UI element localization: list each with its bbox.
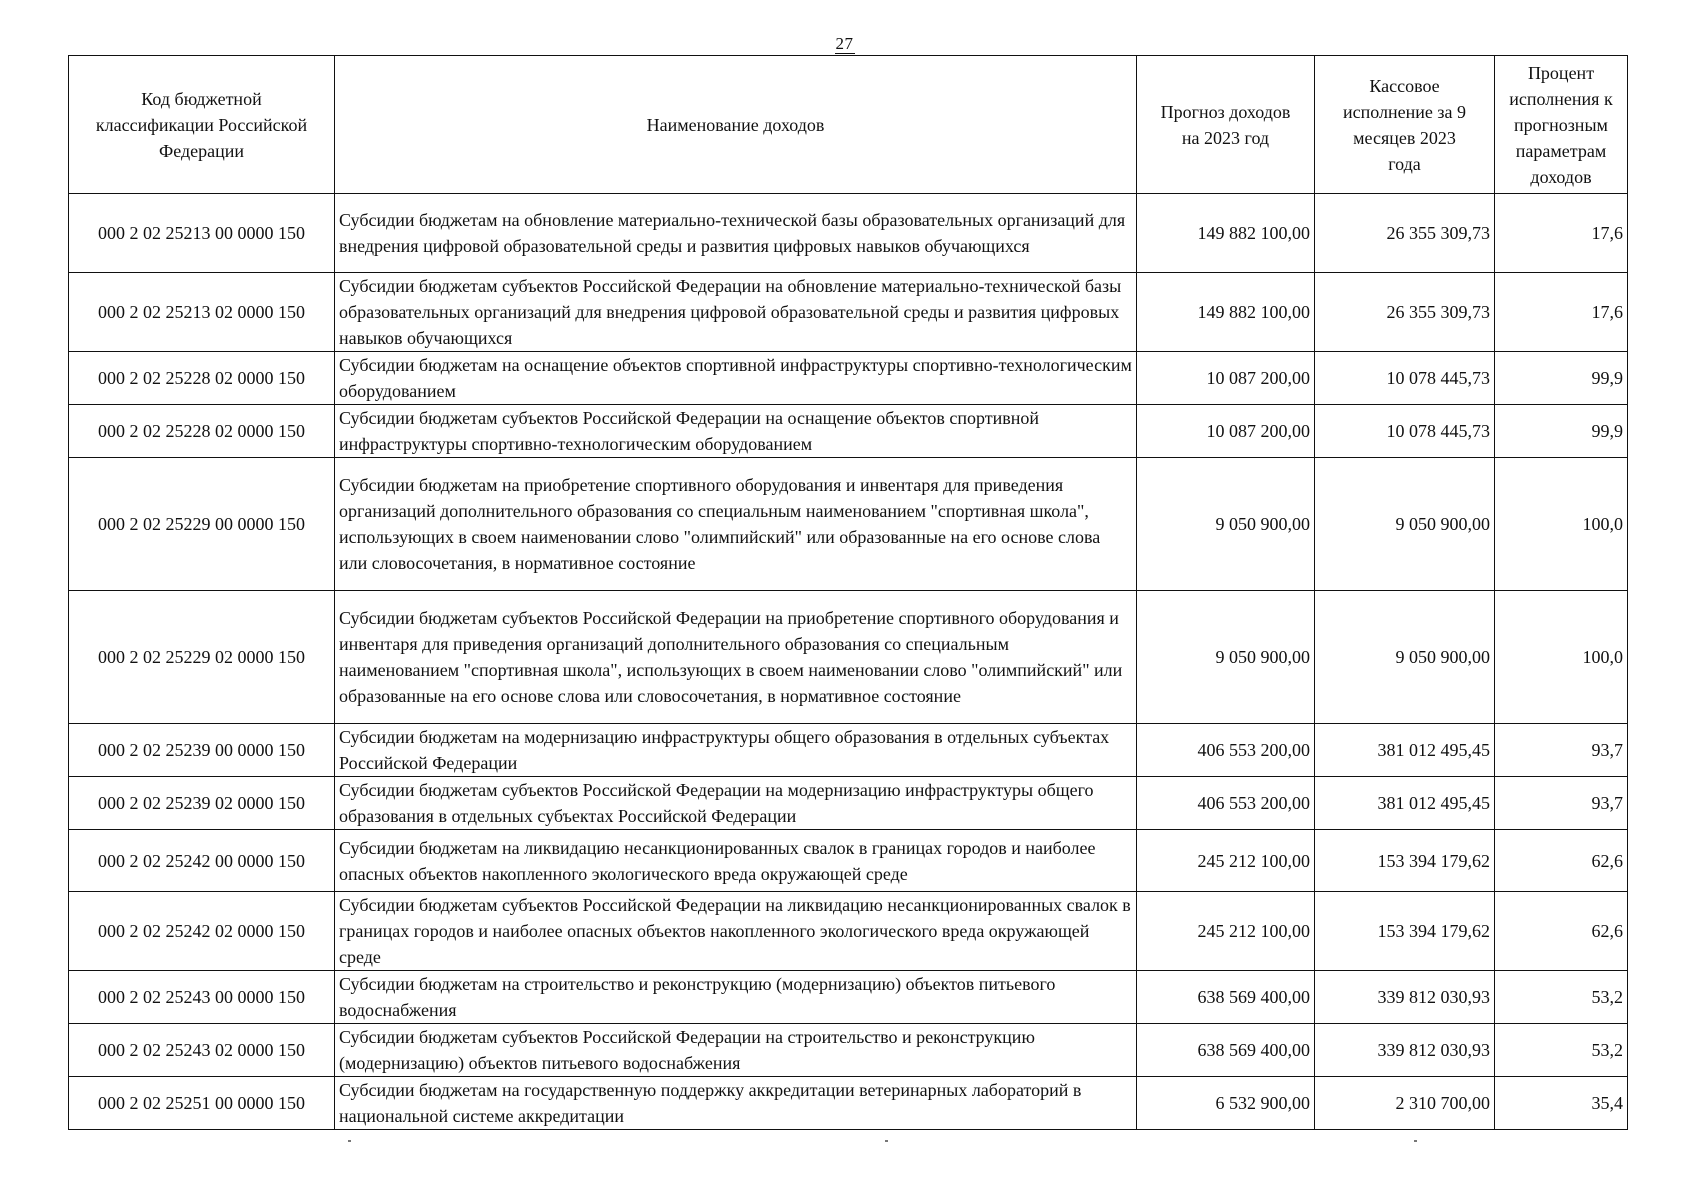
table-row bbox=[69, 971, 1628, 1024]
cash-cell: 9 050 900,00 bbox=[1315, 591, 1495, 724]
code-cell: 000 2 02 25229 00 0000 150 bbox=[69, 458, 335, 591]
cash-cell: 153 394 179,62 bbox=[1315, 830, 1495, 892]
name-cell: Субсидии бюджетам на модернизацию инфраструктуры общего образования в отдельных субъектах Российской Федерации bbox=[335, 724, 1137, 777]
table-row bbox=[69, 724, 1628, 777]
name-cell: Субсидии бюджетам на строительство и реконструкцию (модернизацию) объектов питьевого водоснабжения bbox=[335, 971, 1137, 1024]
cash-cell: 9 050 900,00 bbox=[1315, 458, 1495, 591]
scan-speck bbox=[885, 1140, 888, 1142]
name-cell: Субсидии бюджетам субъектов Российской Федерации на строительство и реконструкцию (модернизацию) объектов питьевого водоснабжения bbox=[335, 1024, 1137, 1077]
forecast-cell: 10 087 200,00 bbox=[1137, 352, 1315, 405]
header-name: Наименование доходов bbox=[335, 56, 1137, 194]
table-row bbox=[69, 352, 1628, 405]
page-number-text: 27 bbox=[835, 34, 854, 53]
forecast-cell: 149 882 100,00 bbox=[1137, 194, 1315, 273]
name-cell: Субсидии бюджетам субъектов Российской Федерации на оснащение объектов спортивной инфраструктуры спортивно-технологическим оборудованием bbox=[335, 405, 1137, 458]
forecast-cell: 638 569 400,00 bbox=[1137, 971, 1315, 1024]
forecast-cell: 9 050 900,00 bbox=[1137, 591, 1315, 724]
name-cell: Субсидии бюджетам на ликвидацию несанкционированных свалок в границах городов и наиболее опасных объектов накопленного экологического вреда окружающей среде bbox=[335, 830, 1137, 892]
forecast-cell: 245 212 100,00 bbox=[1137, 892, 1315, 971]
name-cell: Субсидии бюджетам на обновление материально-технической базы образовательных организаций для внедрения цифровой образовательной среды и развития цифровых навыков обучающихся bbox=[335, 194, 1137, 273]
cash-cell: 381 012 495,45 bbox=[1315, 777, 1495, 830]
code-cell: 000 2 02 25251 00 0000 150 bbox=[69, 1077, 335, 1130]
table-row bbox=[69, 591, 1628, 724]
forecast-cell: 638 569 400,00 bbox=[1137, 1024, 1315, 1077]
cash-cell: 26 355 309,73 bbox=[1315, 194, 1495, 273]
name-cell: Субсидии бюджетам на государственную поддержку аккредитации ветеринарных лабораторий в национальной системе аккредитации bbox=[335, 1077, 1137, 1130]
cash-cell: 381 012 495,45 bbox=[1315, 724, 1495, 777]
table-row bbox=[69, 458, 1628, 591]
forecast-cell: 245 212 100,00 bbox=[1137, 830, 1315, 892]
cash-cell: 2 310 700,00 bbox=[1315, 1077, 1495, 1130]
scan-specks bbox=[0, 1140, 1689, 1144]
name-cell: Субсидии бюджетам на оснащение объектов спортивной инфраструктуры спортивно-технологическим оборудованием bbox=[335, 352, 1137, 405]
forecast-cell: 9 050 900,00 bbox=[1137, 458, 1315, 591]
code-cell: 000 2 02 25213 00 0000 150 bbox=[69, 194, 335, 273]
name-cell: Субсидии бюджетам субъектов Российской Федерации на ликвидацию несанкционированных свалок в границах городов и наиболее опасных объектов накопленного экологического вреда окружающей среде bbox=[335, 892, 1137, 971]
forecast-cell: 10 087 200,00 bbox=[1137, 405, 1315, 458]
percent-cell: 99,9 bbox=[1495, 405, 1628, 458]
scan-speck bbox=[1414, 1140, 1417, 1142]
name-cell: Субсидии бюджетам субъектов Российской Федерации на обновление материально-технической базы образовательных организаций для внедрения цифровой образовательной среды и развития цифровых навыков обучающихся bbox=[335, 273, 1137, 352]
percent-cell: 17,6 bbox=[1495, 273, 1628, 352]
name-cell: Субсидии бюджетам субъектов Российской Федерации на модернизацию инфраструктуры общего образования в отдельных субъектах Российской Федерации bbox=[335, 777, 1137, 830]
code-cell: 000 2 02 25243 00 0000 150 bbox=[69, 971, 335, 1024]
table-row bbox=[69, 892, 1628, 971]
header-code: Код бюджетной классификации Российской Федерации bbox=[69, 56, 335, 194]
percent-cell: 100,0 bbox=[1495, 591, 1628, 724]
percent-cell: 93,7 bbox=[1495, 777, 1628, 830]
cash-cell: 26 355 309,73 bbox=[1315, 273, 1495, 352]
code-cell: 000 2 02 25239 02 0000 150 bbox=[69, 777, 335, 830]
table-header bbox=[69, 56, 1628, 194]
code-cell: 000 2 02 25242 02 0000 150 bbox=[69, 892, 335, 971]
table-row bbox=[69, 405, 1628, 458]
table-row bbox=[69, 777, 1628, 830]
percent-cell: 93,7 bbox=[1495, 724, 1628, 777]
cash-cell: 10 078 445,73 bbox=[1315, 352, 1495, 405]
cash-cell: 339 812 030,93 bbox=[1315, 1024, 1495, 1077]
cash-cell: 153 394 179,62 bbox=[1315, 892, 1495, 971]
cash-cell: 10 078 445,73 bbox=[1315, 405, 1495, 458]
table-row bbox=[69, 273, 1628, 352]
table-body bbox=[69, 194, 1628, 1130]
forecast-cell: 406 553 200,00 bbox=[1137, 724, 1315, 777]
name-cell: Субсидии бюджетам на приобретение спортивного оборудования и инвентаря для приведения организаций дополнительного образования со специальным наименованием "спортивная школа", использующих в своем наименовании слово "олимпийский" или образованные на его основе слова или словосочетания, в нормативное состояние bbox=[335, 458, 1137, 591]
page-number bbox=[0, 34, 1689, 54]
header-cash: Кассовое исполнение за 9 месяцев 2023 года bbox=[1315, 56, 1495, 194]
percent-cell: 100,0 bbox=[1495, 458, 1628, 591]
table-row bbox=[69, 194, 1628, 273]
percent-cell: 62,6 bbox=[1495, 892, 1628, 971]
header-forecast: Прогноз доходов на 2023 год bbox=[1137, 56, 1315, 194]
table-row bbox=[69, 1024, 1628, 1077]
percent-cell: 53,2 bbox=[1495, 1024, 1628, 1077]
table-row bbox=[69, 830, 1628, 892]
code-cell: 000 2 02 25228 02 0000 150 bbox=[69, 352, 335, 405]
income-table bbox=[68, 55, 1628, 1130]
table-row bbox=[69, 1077, 1628, 1130]
code-cell: 000 2 02 25229 02 0000 150 bbox=[69, 591, 335, 724]
cash-cell: 339 812 030,93 bbox=[1315, 971, 1495, 1024]
code-cell: 000 2 02 25228 02 0000 150 bbox=[69, 405, 335, 458]
forecast-cell: 149 882 100,00 bbox=[1137, 273, 1315, 352]
forecast-cell: 406 553 200,00 bbox=[1137, 777, 1315, 830]
header-percent: Процент исполнения к прогнозным параметрам доходов bbox=[1495, 56, 1628, 194]
percent-cell: 17,6 bbox=[1495, 194, 1628, 273]
percent-cell: 35,4 bbox=[1495, 1077, 1628, 1130]
scan-speck bbox=[348, 1140, 351, 1142]
code-cell: 000 2 02 25239 00 0000 150 bbox=[69, 724, 335, 777]
forecast-cell: 6 532 900,00 bbox=[1137, 1077, 1315, 1130]
code-cell: 000 2 02 25242 00 0000 150 bbox=[69, 830, 335, 892]
percent-cell: 53,2 bbox=[1495, 971, 1628, 1024]
code-cell: 000 2 02 25243 02 0000 150 bbox=[69, 1024, 335, 1077]
code-cell: 000 2 02 25213 02 0000 150 bbox=[69, 273, 335, 352]
name-cell: Субсидии бюджетам субъектов Российской Федерации на приобретение спортивного оборудования и инвентаря для приведения организаций дополнительного образования со специальным наименованием "спортивная школа", использующих в своем наименовании слово "олимпийский" или образованные на его основе слова или словосочетания, в нормативное состояние bbox=[335, 591, 1137, 724]
percent-cell: 99,9 bbox=[1495, 352, 1628, 405]
percent-cell: 62,6 bbox=[1495, 830, 1628, 892]
